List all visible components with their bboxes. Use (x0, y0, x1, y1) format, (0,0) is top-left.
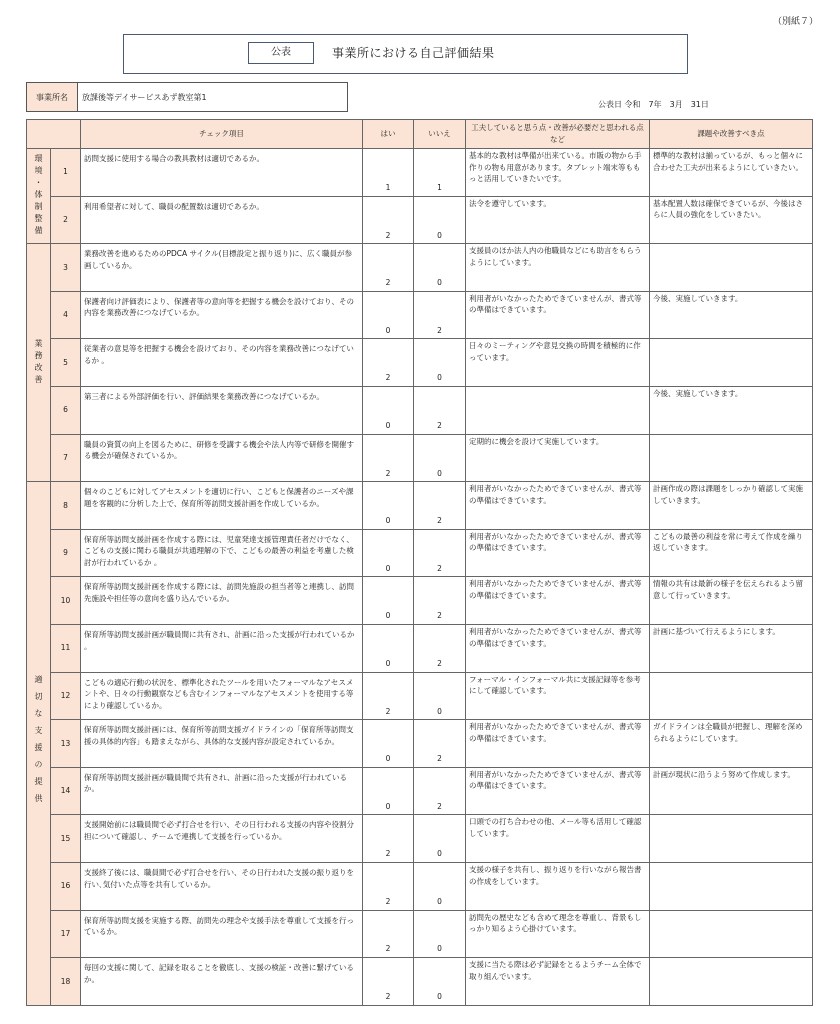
yes-count: 0 (363, 291, 414, 339)
yes-count: 2 (363, 958, 414, 1006)
category-label: 環境・体制整備 (34, 154, 43, 239)
no-count: 0 (414, 196, 466, 244)
row-number: 4 (51, 291, 81, 339)
no-count: 2 (414, 529, 466, 577)
check-item: 保育所等訪問支援計画を作成する際には、児童発達支援管理責任者だけでなく、こどもの支援に関わる職員が共通理解の下で、こどもの最善の利益を考慮した検討が行われているか 。 (81, 529, 363, 577)
check-item: 保育所等訪問支援を実施する際、訪問先の理念や支援手法を尊重して支援を行っているか。 (81, 910, 363, 958)
table-row (27, 910, 813, 958)
no-count: 0 (414, 910, 466, 958)
yes-count: 0 (363, 577, 414, 625)
row-number: 7 (51, 434, 81, 482)
issue-comment (650, 672, 813, 720)
effort-comment: 利用者がいなかったためできていませんが、書式等の準備はできています。 (466, 720, 650, 768)
table-row (27, 577, 813, 625)
issue-comment (650, 910, 813, 958)
check-item: 個々のこどもに対してアセスメントを適切に行い、こどもと保護者のニーズや課題を客観的に分析した上で、保育所等訪問支援計画を作成しているか。 (81, 482, 363, 530)
check-item: 支援終了後には、職員間で必ず打合せを行い、その日行われた支援の振り返りを行い､気付いた点等を共有しているか。 (81, 862, 363, 910)
yes-count: 2 (363, 196, 414, 244)
header-blank (27, 120, 81, 149)
effort-comment: 法令を遵守しています。 (466, 196, 650, 244)
check-item: 第三者による外部評価を行い、評価結果を業務改善につなげているか。 (81, 386, 363, 434)
row-number: 6 (51, 386, 81, 434)
table-row (27, 482, 813, 530)
no-count: 2 (414, 624, 466, 672)
category-label: 業務改善 (34, 338, 43, 387)
row-number: 5 (51, 339, 81, 387)
check-item: 業務改善を進めるためのPDCA サイクル(目標設定と振り返り)に、広く職員が参画しているか。 (81, 244, 363, 292)
header-row (27, 120, 813, 149)
evaluation-table (26, 119, 813, 1006)
effort-comment: 利用者がいなかったためできていませんが、書式等の準備はできています。 (466, 624, 650, 672)
check-item: 保育所等訪問支援計画が職員間で共有され、計画に沿った支援が行われているか。 (81, 767, 363, 815)
category-cell (27, 244, 51, 482)
row-number: 17 (51, 910, 81, 958)
no-count: 0 (414, 815, 466, 863)
no-count: 2 (414, 291, 466, 339)
no-count: 2 (414, 720, 466, 768)
attachment-number: （別紙７） (772, 17, 818, 27)
yes-count: 2 (363, 910, 414, 958)
category-cell (27, 482, 51, 1006)
row-number: 15 (51, 815, 81, 863)
effort-comment: 利用者がいなかったためできていませんが、書式等の準備はできています。 (466, 577, 650, 625)
issue-comment: 今後、実施していきます。 (650, 291, 813, 339)
effort-comment: 利用者がいなかったためできていませんが、書式等の準備はできています。 (466, 529, 650, 577)
row-number: 9 (51, 529, 81, 577)
yes-count: 2 (363, 862, 414, 910)
no-count: 2 (414, 482, 466, 530)
yes-count: 0 (363, 386, 414, 434)
table-body (27, 149, 813, 1006)
effort-comment: 定期的に機会を設けて実施しています。 (466, 434, 650, 482)
row-number: 8 (51, 482, 81, 530)
row-number: 13 (51, 720, 81, 768)
check-item: 利用希望者に対して、職員の配置数は適切であるか。 (81, 196, 363, 244)
no-count: 0 (414, 339, 466, 387)
issue-comment (650, 862, 813, 910)
yes-count: 0 (363, 624, 414, 672)
effort-comment: 日々のミーティングや意見交換の時間を積極的に作っています。 (466, 339, 650, 387)
check-item: 支援開始前には職員間で必ず打合せを行い、その日行われる支援の内容や役割分担について確認し、チームで連携して支援を行っているか。 (81, 815, 363, 863)
effort-comment: 利用者がいなかったためできていませんが、書式等の準備はできています。 (466, 767, 650, 815)
check-item: 保育所等訪問支援計画が職員間に共有され、計画に沿った支援が行われているか 。 (81, 624, 363, 672)
table-row (27, 244, 813, 292)
table-row (27, 624, 813, 672)
row-number: 16 (51, 862, 81, 910)
table-row (27, 291, 813, 339)
effort-comment: 支援員のほか法人内の他職員などにも助言をもらうようにしています。 (466, 244, 650, 292)
check-item: 従業者の意見等を把握する機会を設けており、その内容を業務改善につなげているか 。 (81, 339, 363, 387)
row-number: 18 (51, 958, 81, 1006)
check-item: 訪問支援に使用する場合の教具教材は適切であるか。 (81, 149, 363, 197)
table-row (27, 339, 813, 387)
table-row (27, 149, 813, 197)
table-row (27, 767, 813, 815)
table-row (27, 720, 813, 768)
no-count: 1 (414, 149, 466, 197)
issue-comment (650, 339, 813, 387)
no-count: 0 (414, 672, 466, 720)
issue-comment: 計画作成の際は課題をしっかり確認して実施していきます。 (650, 482, 813, 530)
yes-count: 0 (363, 482, 414, 530)
issue-comment: 計画に基づいて行えるようにします。 (650, 624, 813, 672)
no-count: 0 (414, 958, 466, 1006)
row-number: 10 (51, 577, 81, 625)
issue-comment: 基本配置人数は確保できているが、今後はさらに人員の強化をしていきたい。 (650, 196, 813, 244)
document-title: 事業所における自己評価結果 (332, 46, 495, 60)
title-box (123, 34, 688, 74)
row-number: 14 (51, 767, 81, 815)
yes-count: 2 (363, 244, 414, 292)
issue-comment: 標準的な教材は揃っているが、もっと個々に合わせた工夫が出来るようにしていきたい。 (650, 149, 813, 197)
no-count: 2 (414, 767, 466, 815)
no-count: 2 (414, 577, 466, 625)
table-row (27, 958, 813, 1006)
table-row (27, 196, 813, 244)
table-row (27, 672, 813, 720)
issue-comment (650, 244, 813, 292)
effort-comment: 支援の様子を共有し、振り返りを行いながら報告書の作成をしています。 (466, 862, 650, 910)
effort-comment: 訪問先の歴史なども含めて理念を尊重し、背景もしっかり知るよう心掛けています。 (466, 910, 650, 958)
effort-comment (466, 386, 650, 434)
row-number: 12 (51, 672, 81, 720)
effort-comment: フォーマル・インフォーマル共に支援記録等を参考にして確認しています。 (466, 672, 650, 720)
check-item: 職員の資質の向上を図るために、研修を受講する機会や法人内等で研修を開催する機会が確保されているか。 (81, 434, 363, 482)
effort-comment: 利用者がいなかったためできていませんが、書式等の準備はできています。 (466, 482, 650, 530)
header-check: チェック項目 (81, 120, 363, 149)
issue-comment: 今後、実施していきます。 (650, 386, 813, 434)
issue-comment (650, 434, 813, 482)
issue-comment: 計画が現状に沿うよう努めて作成します。 (650, 767, 813, 815)
yes-count: 1 (363, 149, 414, 197)
table-row (27, 386, 813, 434)
table-row (27, 529, 813, 577)
header-effort: 工夫していると思う点・改善が必要だと思われる点など (466, 120, 650, 149)
yes-count: 0 (363, 767, 414, 815)
check-item: こどもの適応行動の状況を、標準化されたツールを用いたフォーマルなアセスメントや、日々の行動観察なども含むインフォーマルなアセスメントを使用する等により確認しているか。 (81, 672, 363, 720)
category-label: 適切な支援の提供 (34, 675, 43, 812)
public-tag: 公表 (248, 42, 314, 64)
yes-count: 0 (363, 720, 414, 768)
check-item: 毎回の支援に関して、記録を取ることを徹底し、支援の検証・改善に繋げているか。 (81, 958, 363, 1006)
table-row (27, 434, 813, 482)
yes-count: 2 (363, 672, 414, 720)
yes-count: 2 (363, 815, 414, 863)
category-cell (27, 149, 51, 244)
no-count: 0 (414, 244, 466, 292)
table-row (27, 862, 813, 910)
check-item: 保護者向け評価表により、保護者等の意向等を把握する機会を設けており、その内容を業務改善につなげているか。 (81, 291, 363, 339)
row-number: 11 (51, 624, 81, 672)
yes-count: 2 (363, 434, 414, 482)
office-label: 事業所名 (27, 83, 78, 111)
yes-count: 0 (363, 529, 414, 577)
yes-count: 2 (363, 339, 414, 387)
office-box (26, 82, 348, 112)
effort-comment: 支援に当たる際は必ず記録をとるようチーム全体で取り組んでいます。 (466, 958, 650, 1006)
row-number: 2 (51, 196, 81, 244)
table-row (27, 815, 813, 863)
issue-comment: ガイドラインは全職員が把握し、理解を深められるようにしています。 (650, 720, 813, 768)
effort-comment: 利用者がいなかったためできていませんが、書式等の準備はできています。 (466, 291, 650, 339)
no-count: 2 (414, 386, 466, 434)
issue-comment (650, 958, 813, 1006)
no-count: 0 (414, 434, 466, 482)
check-item: 保育所等訪問支援計画を作成する際には、訪問先施設の担当者等と連携し、訪問先施設や担任等の意向を盛り込んでいるか。 (81, 577, 363, 625)
row-number: 3 (51, 244, 81, 292)
header-no: いいえ (414, 120, 466, 149)
check-item: 保育所等訪問支援計画には、保育所等訪問支援ガイドラインの「保育所等訪問支援の具体的内容」も踏まえながら、具体的な支援内容が設定されているか。 (81, 720, 363, 768)
effort-comment: 基本的な教材は準備が出来ている。市販の物から手作りの物も用意があります。タブレット端末等ももっと活用していきたいです。 (466, 149, 650, 197)
issue-comment (650, 815, 813, 863)
office-name: 放課後等デイサービスあず教室第1 (82, 92, 207, 102)
no-count: 0 (414, 862, 466, 910)
header-yes: はい (363, 120, 414, 149)
issue-comment: 情報の共有は最新の様子を伝えられるよう留意して行っていきます。 (650, 577, 813, 625)
row-number: 1 (51, 149, 81, 197)
issue-comment: こどもの最善の利益を常に考えて作成を繰り返していきます。 (650, 529, 813, 577)
header-issue: 課題や改善すべき点 (650, 120, 813, 149)
effort-comment: 口頭での打ち合わせの他、メール等も活用して確認しています。 (466, 815, 650, 863)
publication-date: 公表日 令和 7年 3月 31日 (598, 100, 709, 109)
